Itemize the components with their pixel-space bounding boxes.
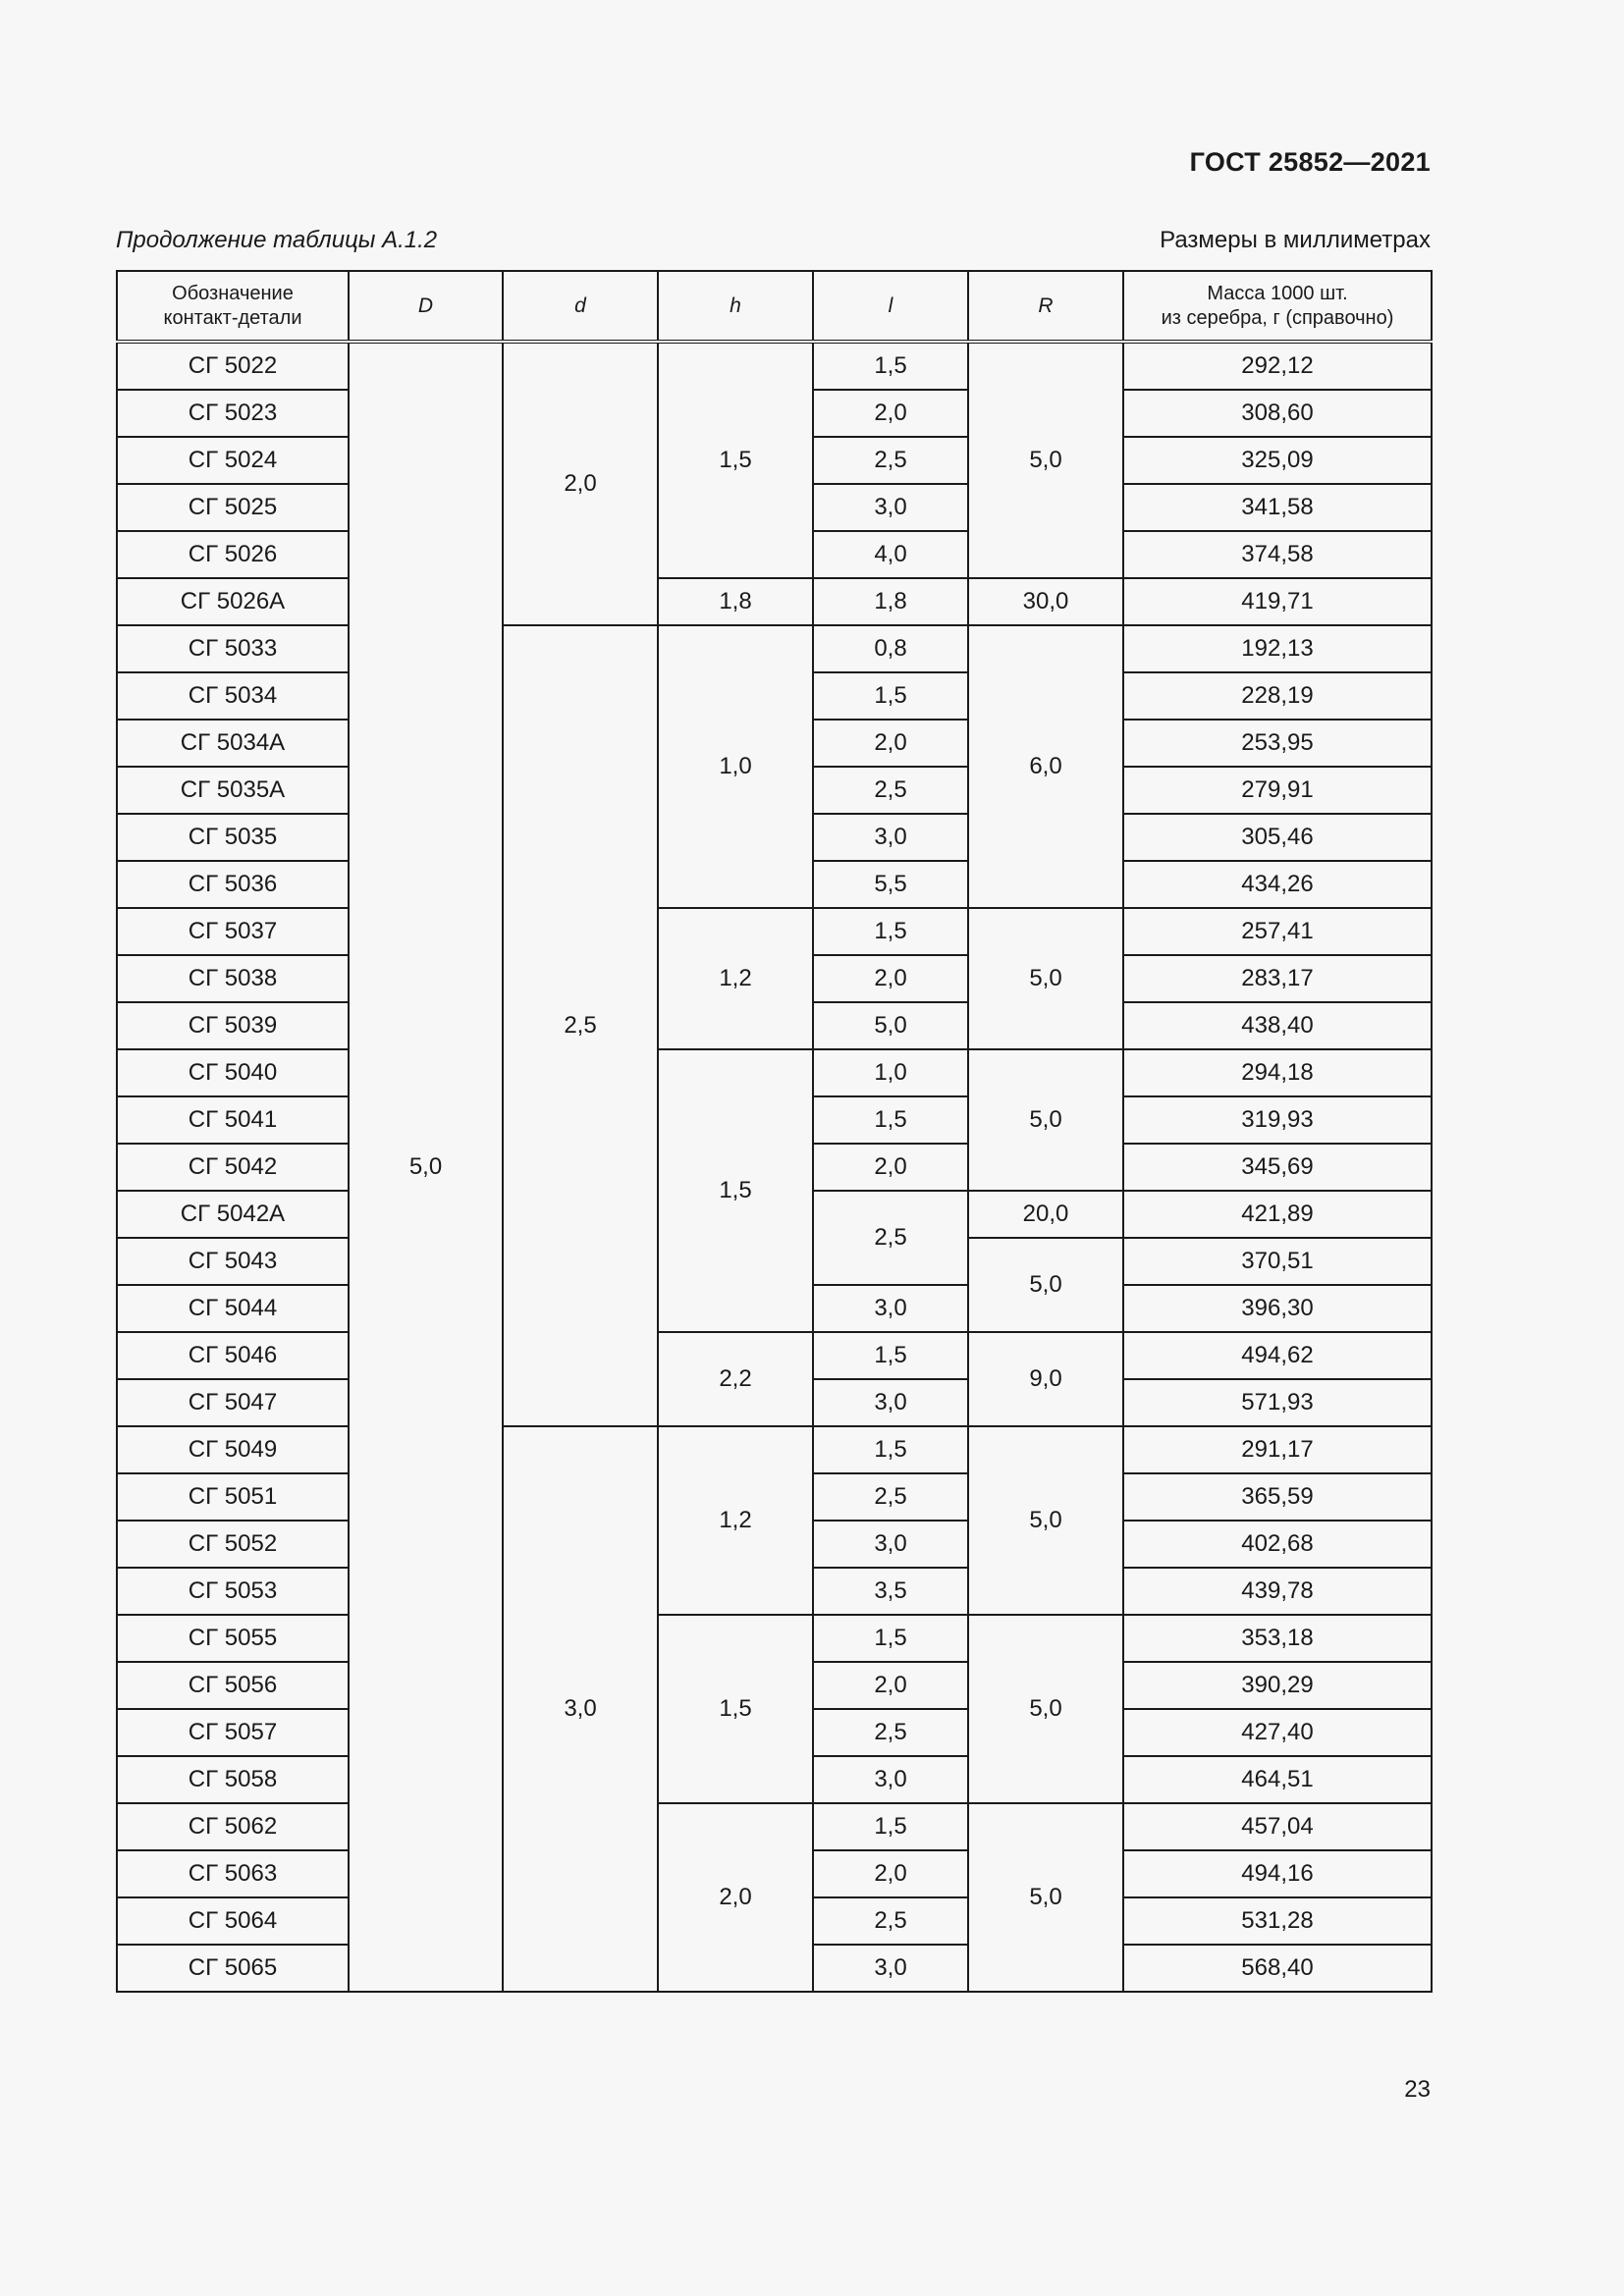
cell-mass: 319,93 [1123,1096,1432,1144]
cell-mass: 291,17 [1123,1426,1432,1473]
cell-l: 1,8 [813,578,968,625]
cell-name: СГ 5035А [117,767,349,814]
cell-h: 1,2 [658,908,813,1049]
cell-mass: 421,89 [1123,1191,1432,1238]
cell-l: 5,5 [813,861,968,908]
header-row [117,271,1432,342]
cell-name: СГ 5040 [117,1049,349,1096]
cell-r: 9,0 [968,1332,1123,1426]
cell-mass: 341,58 [1123,484,1432,531]
cell-name: СГ 5034А [117,720,349,767]
cell-l: 1,0 [813,1049,968,1096]
col-header-mass: Масса 1000 шт. из серебра, г (справочно) [1123,271,1432,342]
cell-r: 30,0 [968,578,1123,625]
cell-mass: 419,71 [1123,578,1432,625]
cell-name: СГ 5026 [117,531,349,578]
cell-d: 2,0 [503,342,658,625]
cell-l: 1,5 [813,1803,968,1850]
table-row [117,1803,1432,1850]
cell-mass: 192,13 [1123,625,1432,672]
cell-l: 0,8 [813,625,968,672]
cell-l: 3,5 [813,1568,968,1615]
cell-mass: 279,91 [1123,767,1432,814]
cell-name: СГ 5042А [117,1191,349,1238]
dimensions-table [116,270,1433,1993]
table-row [117,1615,1432,1662]
cell-name: СГ 5035 [117,814,349,861]
cell-l: 2,5 [813,1897,968,1945]
cell-name: СГ 5038 [117,955,349,1002]
cell-l: 1,5 [813,672,968,720]
cell-name: СГ 5057 [117,1709,349,1756]
cell-name: СГ 5034 [117,672,349,720]
cell-name: СГ 5022 [117,342,349,390]
cell-l: 2,5 [813,1191,968,1285]
units-label: Размеры в миллиметрах [1160,227,1431,253]
cell-name: СГ 5039 [117,1002,349,1049]
col-header-R: R [968,271,1123,342]
cell-l: 1,5 [813,1332,968,1379]
cell-name: СГ 5058 [117,1756,349,1803]
cell-mass: 308,60 [1123,390,1432,437]
cell-l: 3,0 [813,814,968,861]
cell-l: 1,5 [813,1615,968,1662]
cell-mass: 374,58 [1123,531,1432,578]
cell-l: 1,5 [813,1426,968,1473]
col-header-d: d [503,271,658,342]
cell-d: 3,0 [503,1426,658,1992]
cell-l: 3,0 [813,1521,968,1568]
cell-name: СГ 5044 [117,1285,349,1332]
cell-name: СГ 5043 [117,1238,349,1285]
cell-l: 3,0 [813,1379,968,1426]
cell-l: 2,0 [813,1662,968,1709]
cell-mass: 494,62 [1123,1332,1432,1379]
cell-mass: 228,19 [1123,672,1432,720]
col-header-l: l [813,271,968,342]
cell-name: СГ 5049 [117,1426,349,1473]
col-header-h: h [658,271,813,342]
table-row [117,578,1432,625]
document-code: ГОСТ 25852—2021 [1189,147,1431,177]
cell-r: 5,0 [968,342,1123,578]
table-row [117,1426,1432,1473]
cell-l: 2,0 [813,720,968,767]
table-continuation-label: Продолжение таблицы А.1.2 [116,227,438,253]
cell-l: 1,5 [813,342,968,390]
table-row [117,908,1432,955]
cell-l: 2,0 [813,1850,968,1897]
page-number: 23 [1404,2076,1431,2103]
cell-mass: 439,78 [1123,1568,1432,1615]
cell-h: 1,2 [658,1426,813,1615]
cell-mass: 568,40 [1123,1945,1432,1992]
cell-name: СГ 5024 [117,437,349,484]
cell-mass: 365,59 [1123,1473,1432,1521]
cell-d: 2,5 [503,625,658,1426]
cell-l: 1,5 [813,908,968,955]
cell-r: 20,0 [968,1191,1123,1238]
cell-name: СГ 5055 [117,1615,349,1662]
table-row [117,342,1432,390]
cell-name: СГ 5052 [117,1521,349,1568]
cell-name: СГ 5037 [117,908,349,955]
cell-mass: 427,40 [1123,1709,1432,1756]
table-row [117,1049,1432,1096]
cell-h: 2,2 [658,1332,813,1426]
cell-mass: 434,26 [1123,861,1432,908]
cell-d: 5,0 [349,342,503,1992]
cell-mass: 457,04 [1123,1803,1432,1850]
cell-l: 2,0 [813,1144,968,1191]
table-row [117,625,1432,672]
cell-l: 3,0 [813,1285,968,1332]
cell-name: СГ 5064 [117,1897,349,1945]
cell-l: 2,5 [813,1709,968,1756]
cell-h: 1,0 [658,625,813,908]
cell-r: 6,0 [968,625,1123,908]
cell-name: СГ 5041 [117,1096,349,1144]
cell-mass: 494,16 [1123,1850,1432,1897]
cell-r: 5,0 [968,1049,1123,1191]
cell-l: 2,5 [813,437,968,484]
cell-l: 3,0 [813,1945,968,1992]
cell-mass: 390,29 [1123,1662,1432,1709]
cell-name: СГ 5023 [117,390,349,437]
cell-mass: 370,51 [1123,1238,1432,1285]
cell-mass: 396,30 [1123,1285,1432,1332]
cell-name: СГ 5033 [117,625,349,672]
cell-mass: 294,18 [1123,1049,1432,1096]
cell-h: 1,5 [658,1615,813,1803]
cell-h: 1,5 [658,342,813,578]
cell-mass: 257,41 [1123,908,1432,955]
cell-h: 1,8 [658,578,813,625]
cell-l: 2,5 [813,1473,968,1521]
cell-mass: 464,51 [1123,1756,1432,1803]
cell-mass: 353,18 [1123,1615,1432,1662]
cell-h: 1,5 [658,1049,813,1332]
cell-mass: 253,95 [1123,720,1432,767]
cell-mass: 345,69 [1123,1144,1432,1191]
cell-r: 5,0 [968,908,1123,1049]
cell-name: СГ 5063 [117,1850,349,1897]
cell-mass: 305,46 [1123,814,1432,861]
col-header-designation: Обозначение контакт-детали [117,271,349,342]
cell-r: 5,0 [968,1615,1123,1803]
table-body [117,342,1432,1992]
cell-mass: 292,12 [1123,342,1432,390]
cell-name: СГ 5042 [117,1144,349,1191]
table-header [117,271,1432,342]
cell-name: СГ 5062 [117,1803,349,1850]
cell-name: СГ 5026А [117,578,349,625]
cell-l: 2,0 [813,955,968,1002]
cell-h: 2,0 [658,1803,813,1992]
cell-l: 3,0 [813,1756,968,1803]
cell-name: СГ 5053 [117,1568,349,1615]
cell-l: 5,0 [813,1002,968,1049]
cell-mass: 283,17 [1123,955,1432,1002]
cell-l: 2,0 [813,390,968,437]
cell-mass: 325,09 [1123,437,1432,484]
cell-l: 4,0 [813,531,968,578]
cell-name: СГ 5036 [117,861,349,908]
cell-name: СГ 5056 [117,1662,349,1709]
cell-mass: 402,68 [1123,1521,1432,1568]
cell-r: 5,0 [968,1803,1123,1992]
cell-mass: 438,40 [1123,1002,1432,1049]
cell-name: СГ 5025 [117,484,349,531]
col-header-D: D [349,271,503,342]
cell-name: СГ 5047 [117,1379,349,1426]
table-row [117,1332,1432,1379]
cell-mass: 531,28 [1123,1897,1432,1945]
cell-r: 5,0 [968,1426,1123,1615]
cell-r: 5,0 [968,1238,1123,1332]
cell-l: 2,5 [813,767,968,814]
cell-l: 3,0 [813,484,968,531]
cell-name: СГ 5065 [117,1945,349,1992]
cell-name: СГ 5051 [117,1473,349,1521]
cell-mass: 571,93 [1123,1379,1432,1426]
cell-name: СГ 5046 [117,1332,349,1379]
cell-l: 1,5 [813,1096,968,1144]
